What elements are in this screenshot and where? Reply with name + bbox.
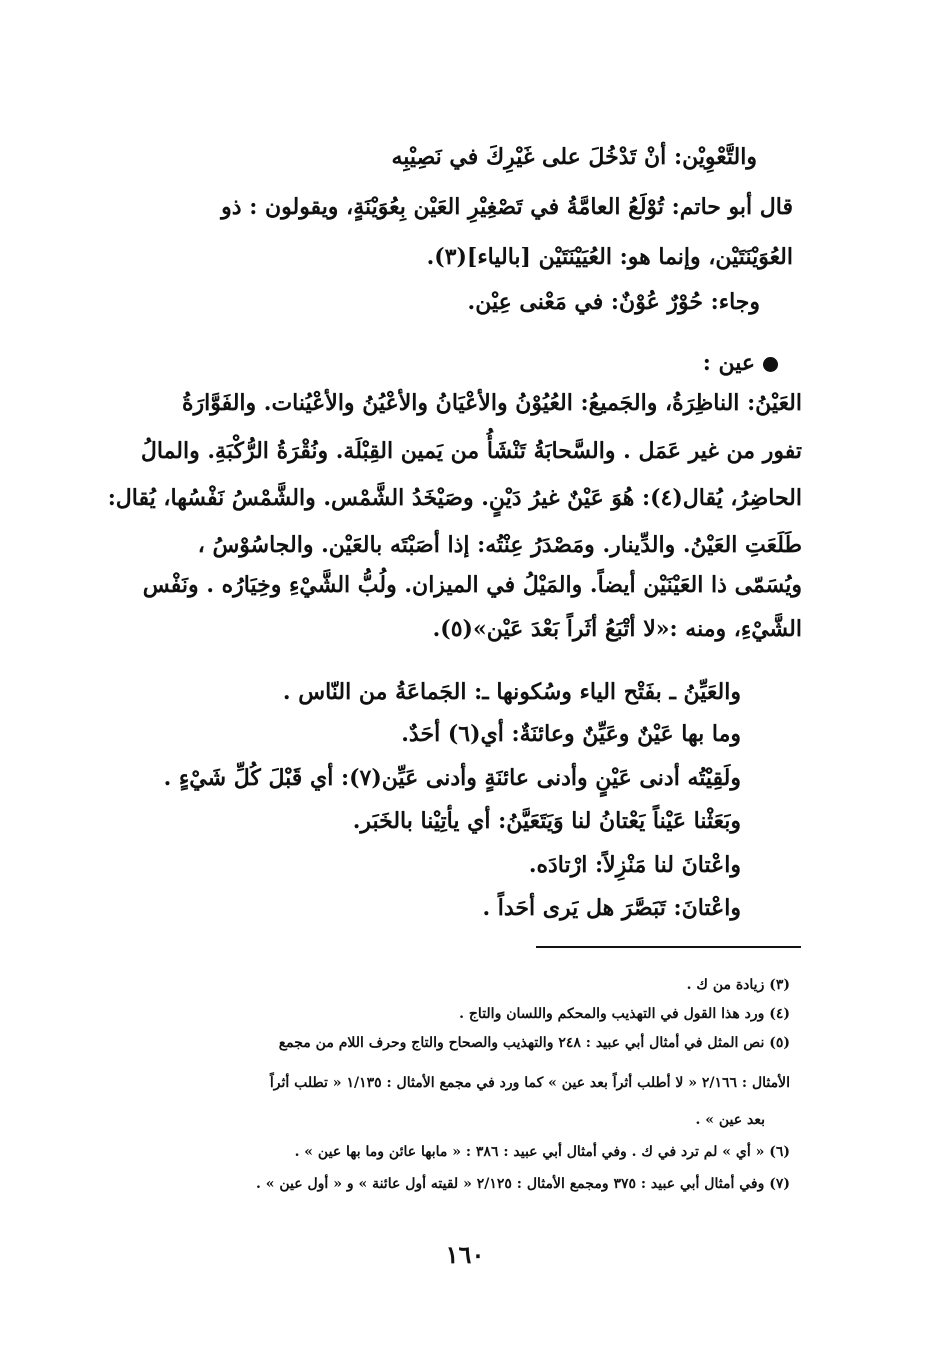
text-line: الحاضِرُ، يُقال(٤): هُوَ عَيْنٌ غيرُ دَيْنٍ. وصَيْخَدُ الشَّمْس. والشَّمْسُ نَفْسُها، يُقال:	[107, 485, 802, 511]
text-line: واعْتانَ لنا مَنْزِلاً: ارْتادَه.	[528, 852, 741, 878]
footnote: الأمثال : ٢/١٦٦ « لا أطلب أثراً بعد عين » كما ورد في مجمع الأمثال : ١/١٣٥ « تطلب أثراً	[269, 1075, 790, 1091]
footnote: (٤) ورد هذا القول في التهذيب والمحكم واللسان والتاج .	[459, 1006, 790, 1022]
footnote: (٥) نص المثل في أمثال أبي عبيد : ٢٤٨ والتهذيب والصحاح والتاج وحرف اللام من مجمع	[278, 1035, 790, 1051]
text-line: العُوَيْنَتَيْن، وإنما هو: العُيَيْنَتَيْن [بالياء](٣).	[426, 244, 793, 270]
text-line: وبَعَثْنا عَيْناً يَعْتانُ لنا وَيَتَعَيَّنُ: أي يأتِيْنا بالخَبَر.	[352, 808, 741, 834]
text-line: ولَقِيْتُه أدنى عَيْنٍ وأدنى عائنَةٍ وأدنى عَيِّن(٧): أي قَبْلَ كُلِّ شَيْءٍ .	[163, 765, 741, 791]
footnote: (٣) زيادة من ك .	[686, 977, 790, 993]
text-line: العَيْنُ: الناظِرَةُ، والجَميعُ: العُيُوْنُ والأعْيَانُ والأعْيُنُ والأعْيُنات. والفَوَّارَةُ	[181, 390, 802, 416]
text-line: تفور من غير عَمَل . والسَّحابَةُ تَنْشَأُ من يَمين القِبْلَة. ونُقْرَةُ الرُّكْبَةِ. والمالُ	[140, 438, 802, 464]
entry-heading-text: عين :	[702, 350, 755, 376]
text-line: واعْتانَ: تَبَصَّرَ هل يَرى أحَداً .	[482, 895, 741, 921]
entry-heading	[703, 348, 778, 378]
footnote: بعد عين » .	[695, 1112, 765, 1128]
footnote: (٦) « أي » لم ترد في ك . وفي أمثال أبي عبيد : ٣٨٦ : « مابها عائن وما بها عين » .	[294, 1144, 790, 1160]
page-number: ١٦٠	[445, 1240, 485, 1269]
text-line: ويُسَمّى ذا العَيْنَيْن أيضاً. والمَيْلُ في الميزان. ولُبُّ الشَّيْءِ وخِيَارُه . ونَفْس	[142, 572, 802, 598]
text-line: قال أبو حاتم: تُوْلَعُ العامَّةُ في تَصْغِيْرِ العَيْن بِعُوَيْنَةٍ، ويقولون : ذو	[221, 194, 793, 220]
text-line: والتَّعْوِيْن: أنْ تَدْخُلَ على غَيْرِكَ في نَصِيْبِه	[391, 144, 757, 170]
text-line: والعَيِّنُ ـ بفَتْح الياء وسُكونها ـ: الجَماعَةُ من النّاس .	[282, 679, 741, 705]
footnote-divider	[536, 946, 801, 948]
text-line: طَلَعَتِ العَيْنُ. والدِّينار. ومَصْدَرُ عِنْتُه: إذا أصَبْتَه بالعَيْن. والجاسُوْسُ ،	[197, 532, 802, 558]
text-line: الشَّيْءِ، ومنه :«لا أتْبَعُ أثَراً بَعْدَ عَيْن»(٥).	[432, 616, 802, 642]
bullet-icon	[763, 357, 778, 372]
footnote: (٧) وفي أمثال أبي عبيد : ٣٧٥ ومجمع الأمثال : ٢/١٢٥ « لقيته أول عائنة » و « أول عين » .	[256, 1176, 790, 1192]
text-line: وما بها عَيْنٌ وعَيِّنٌ وعائنَةٌ: أي(٦) أحَدٌ.	[401, 721, 741, 747]
text-line: وجاء: حُوْرٌ عُوْنٌ: في مَعْنى عِيْن.	[467, 289, 760, 315]
